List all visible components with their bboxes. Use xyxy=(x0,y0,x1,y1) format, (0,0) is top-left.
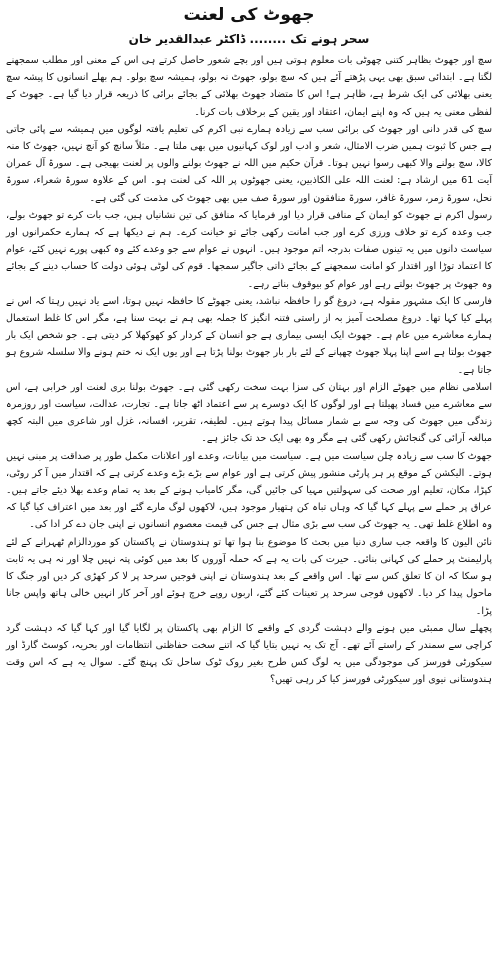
article-byline: سحر ہونے تک ........ ڈاکٹر عبدالقدیر خان xyxy=(128,32,370,46)
paragraph: جھوٹ کا سب سے زیادہ چلن سیاست میں ہے۔ سیاست میں بیانات، وعدے اور اعلانات مکمل طور پر صداقت پر مبنی نہیں ہوتے۔ الیکشن کے موقع پر ہر پارٹی منشور پیش کرتی ہے اور عوام سے بڑے بڑے وعدے کرتی ہے کہ اقتدار میں آ کر روٹی، کپڑا، مکان، تعلیم اور صحت کی سہولتیں مہیا کی جائیں گی، مگر کامیاب ہونے کے بعد یہ تمام وعدے بھلا دیئے جاتے ہیں۔ عراق پر حملے سے پہلے کہا گیا کہ وہاں تباہ کن ہتھیار موجود ہیں، لاکھوں لوگ مارے گئے اور بعد میں اعتراف کیا گیا کہ وہ اطلاع غلط تھی۔ یہ جھوٹ کی سب سے بڑی مثال ہے جس کی قیمت معصوم انسانوں نے اپنی جان دے کر ادا کی۔ xyxy=(6,450,492,531)
paragraph: سچ کی قدر دانی اور جھوٹ کی برائی سب سے زیادہ ہمارے نبی اکرم کی تعلیم یافتہ لوگوں میں ہمیشہ سے پائی جاتی ہے جس کا ثبوت ہمیں ضرب الامثال، شعر و ادب اور لوک کہانیوں میں بھی ملتا ہے۔ مثلاً سانچ کو آنچ نہیں، جھوٹ کا منہ کالا، سچ بولنے والا کبھی رسوا نہیں ہوتا۔ قرآن حکیم میں اللہ نے جھوٹ بولنے والوں پر لعنت بھیجی ہے۔ سورۃ آل عمران آیت 61 میں ارشاد ہے: لعنت اللہ علی الکاذبین، یعنی جھوٹوں پر اللہ کی لعنت ہو۔ اس کے علاوہ سورۃ شعراء، سورۃ نحل، سورۃ زمر، سورۃ غافر، سورۃ منافقون اور سورۃ صف میں بھی جھوٹ کی مذمت کی گئی ہے۔ xyxy=(6,123,492,204)
paragraph: نائن الیون کا واقعہ جب ساری دنیا میں بحث کا موضوع بنا ہوا تھا تو ہندوستان نے پاکستان کو موردالزام ٹھہرانے کے لئے پارلیمنٹ پر حملے کی کہانی بنائی۔ حیرت کی بات یہ ہے کہ حملہ آوروں کا بعد میں کوئی پتہ نہیں چلا اور نہ ہی یہ ثابت ہو سکا کہ ان کا تعلق کس سے تھا۔ اس واقعے کے بعد ہندوستان نے اپنی فوجیں سرحد پر لا کر کھڑی کر دیں اور جنگ کا ماحول پیدا کر دیا۔ لاکھوں فوجی سرحد پر تعینات کئے گئے، اربوں روپے خرچ ہوئے اور آخر کار انہیں خالی ہاتھ واپس جانا پڑا۔ xyxy=(6,536,492,617)
article-body xyxy=(0,48,498,689)
paragraph: سچ اور جھوٹ بظاہر کتنی چھوٹی بات معلوم ہوتی ہیں اور بچے شعور حاصل کرتے ہی اس کے معنی اور مطلب سمجھنے لگتا ہے۔ ابتدائی سبق بھی یہی پڑھتے آئے ہیں کہ سچ بولو، جھوٹ نہ بولو، ہمیشہ سچ بولو۔ ہم بھلے انسانوں کا پیشہ سچ یعنی بھلائی کی ایک شرط ہے، ظاہر ہے! اس کا متضاد جھوٹ بھلائی کے بجائے برائی کا ذریعہ قرار دیا گیا ہے۔ جھوٹ کے لفظی معنی یہ ہیں کہ وہ اپنے ایمان، اعتقاد اور یقین کے برخلاف بات کرنا۔ xyxy=(6,55,492,118)
article-title: جھوٹ کی لعنت xyxy=(183,5,315,25)
paragraph: پچھلے سال ممبئی میں ہونے والے دہشت گردی کے واقعے کا الزام بھی پاکستان پر لگایا گیا اور کہا گیا کہ دہشت گرد کراچی سے سمندر کے راستے آئے تھے۔ آج تک یہ نہیں بتایا گیا کہ اتنے سخت حفاظتی انتظامات اور بحریہ، کوسٹ گارڈ اور سیکورٹی فورسز کی موجودگی میں یہ لوگ کس طرح بغیر روک ٹوک ساحل تک پہنچ گئے۔ سوال یہ ہے کہ اس وقت ہندوستانی نیوی اور سیکورٹی فورسز کیا کر رہی تھیں؟ xyxy=(6,622,492,686)
paragraph: فارسی کا ایک مشہور مقولہ ہے، دروغ گو را حافظہ نباشد، یعنی جھوٹے کا حافظہ نہیں ہوتا، اسے یاد نہیں رہتا کہ اس نے پہلے کیا کہا تھا۔ دروغ مصلحت آمیز بہ از راستی فتنہ انگیز کا جملہ بھی ہم نے بہت سنا ہے، مگر اس کا غلط استعمال ہمارے معاشرے میں عام ہے۔ جھوٹ ایک ایسی بیماری ہے جو انسان کے کردار کو کھوکھلا کر دیتی ہے۔ جو شخص ایک بار جھوٹ بولتا ہے اسے اپنا پہلا جھوٹ چھپانے کے لئے بار بار جھوٹ بولنا پڑتا ہے اور یوں ایک نہ ختم ہونے والا سلسلہ شروع ہو جاتا ہے۔ xyxy=(6,295,492,376)
paragraph: رسول اکرم نے جھوٹ کو ایمان کے منافی قرار دیا اور فرمایا کہ منافق کی تین نشانیاں ہیں، جب بات کرے تو جھوٹ بولے، جب وعدہ کرے تو خلاف ورزی کرے اور جب امانت رکھی جائے تو خیانت کرے۔ ہم نے دیکھا ہے کہ ہمارے حکمرانوں اور سیاست دانوں میں یہ تینوں صفات بدرجہ اتم موجود ہیں۔ انہوں نے عوام سے جو وعدے کئے وہ کبھی پورے نہیں کئے، عوام کا اعتماد توڑا اور اقتدار کو امانت سمجھنے کے بجائے ذاتی جاگیر سمجھا۔ قوم کی لوٹی ہوئی دولت کا حساب دینے کے بجائے وہ جھوٹ پر جھوٹ بولتے رہے اور عوام کو بیوقوف بناتے رہے۔ xyxy=(6,209,492,290)
paragraph: اسلامی نظام میں جھوٹے الزام اور بہتان کی سزا بہت سخت رکھی گئی ہے۔ جھوٹ بولنا بری لعنت اور خرابی ہے، اس سے معاشرے میں فساد پھیلتا ہے اور لوگوں کا ایک دوسرے پر سے اعتماد اٹھ جاتا ہے۔ تجارت، عدالت، سیاست اور روزمرہ زندگی میں جھوٹ کی وجہ سے بے شمار مسائل پیدا ہوتے ہیں۔ لطیفہ، تقریر، افسانہ، غزل اور شاعری میں البتہ کچھ مبالغہ آرائی کی گنجائش رکھی گئی ہے مگر وہ بھی ایک حد تک جائز ہے۔ xyxy=(6,381,492,445)
